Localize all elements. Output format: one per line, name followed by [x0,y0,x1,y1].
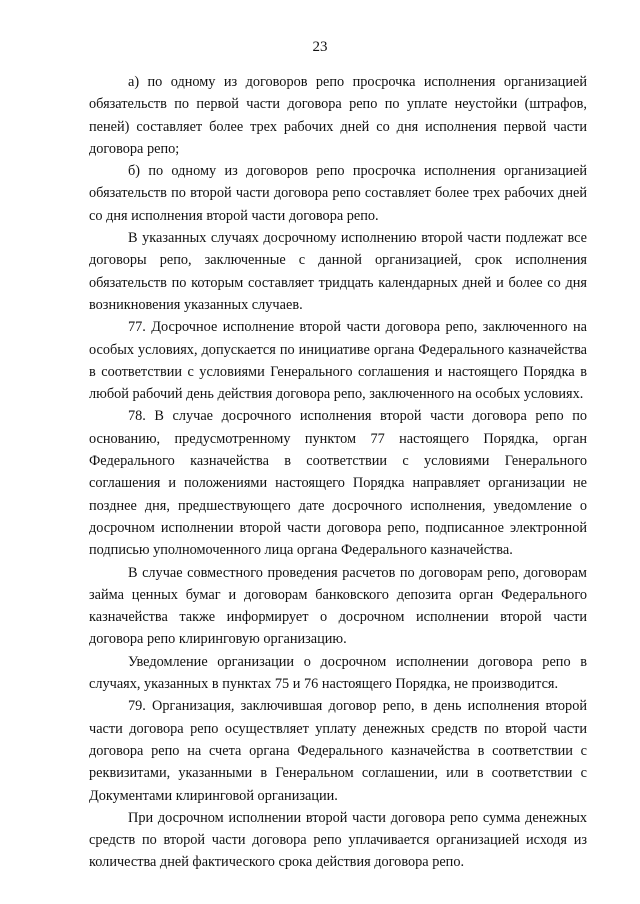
paragraph-early-payment-amount: При досрочном исполнении второй части договора репо сумма денежных средств по второй части договора репо уплачивается организацией исходя из количества дней фактического срока действия договора репо. [89,809,587,871]
paragraph-subitem-b: б) по одному из договоров репо просрочка исполнения организацией обязательств по второй части договора репо составляет более трех рабочих дней со дня исполнения второй части договора репо. [89,163,587,224]
paragraph-subitem-a: а) по одному из договоров репо просрочка исполнения организацией обязательств по первой части договора репо по уплате неустойки (штрафов, пеней) составляет более трех рабочих дней со дня исполнения первой части договора репо; [89,74,587,157]
document-body [89,71,587,874]
paragraph-78: 78. В случае досрочного исполнения второй части договора репо по основанию, предусмотренному пунктом 77 настоящего Порядка, орган Федерального казначейства в соответствии с условиями Генерального соглашения и положениями настоящего Порядка направляет организации не позднее дня, предшествующего дате досрочного исполнения, уведомление о досрочном исполнении второй части договора репо, подписанное электронной подписью уполномоченного лица органа Федерального казначейства. [89,408,587,559]
paragraph-77: 77. Досрочное исполнение второй части договора репо, заключенного на особых условиях, допускается по инициативе органа Федерального казначейства в соответствии с условиями Генерального соглашения и настоящего Порядка в любой рабочий день действия договора репо, заключенного на особых условиях. [89,319,587,403]
paragraph-79: 79. Организация, заключившая договор репо, в день исполнения второй части договора репо осуществляет уплату денежных средств по второй части договора репо на счета органа Федерального казначейства в соответствии с реквизитами, указанными в Генеральном соглашении, или в соответствии с Документами клиринговой организации. [89,698,587,804]
page-number: 23 [312,39,328,55]
paragraph-early-execution-scope: В указанных случаях досрочному исполнению второй части подлежат все договоры репо, заключенные с данной организацией, срок исполнения обязательств по которым составляет тридцать календарных дней и более со дня возникновения указанных случаев. [89,230,587,313]
paragraph-joint-settlement: В случае совместного проведения расчетов по договорам репо, договорам займа ценных бумаг и договорам банковского депозита орган Федерального казначейства также информирует о досрочном исполнении второй части договора репо клиринговую организацию. [89,564,587,648]
paragraph-notification-exception: Уведомление организации о досрочном исполнении договора репо в случаях, указанных в пунктах 75 и 76 настоящего Порядка, не производится. [89,653,587,693]
